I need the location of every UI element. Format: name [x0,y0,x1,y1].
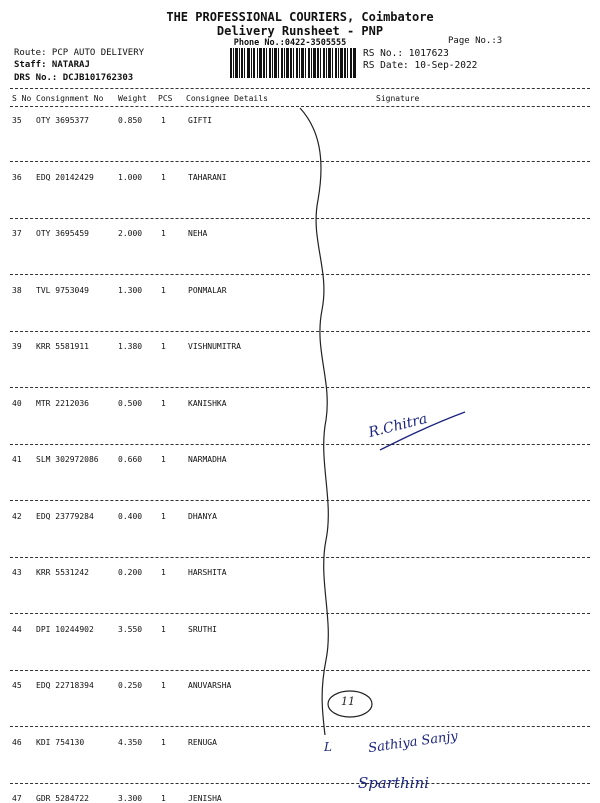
row-consignment-number: OTY 3695459 [36,229,89,238]
row-consignee: HARSHITA [188,568,227,577]
row-weight: 1.380 [118,342,143,351]
row-divider [10,387,590,388]
row-consignee: TAHARANI [188,173,227,182]
row-consignment-number: KRR 5531242 [36,568,89,577]
row-sno: 37 [12,229,22,238]
row-sno: 40 [12,399,22,408]
row-weight: 4.350 [118,738,143,747]
row-consignment-number: EDQ 22718394 [36,681,94,690]
route-label: Route: PCP AUTO DELIVERY [14,48,145,58]
col-consignment: Consignment No [36,94,104,103]
row-sno: 47 [12,794,22,803]
row-sno: 41 [12,455,22,464]
row-consignment-number: GDR 5284722 [36,794,89,803]
row-divider [10,161,590,162]
rs-date: RS Date: 10-Sep-2022 [363,60,478,71]
row-consignment-number: MTR 2212036 [36,399,89,408]
row-weight: 0.500 [118,399,143,408]
col-pcs: PCS [158,94,173,103]
row-pcs: 1 [161,116,166,125]
row-consignee: ANUVARSHA [188,681,232,690]
row-pcs: 1 [161,173,166,182]
row-weight: 0.250 [118,681,143,690]
row-weight: 0.200 [118,568,143,577]
row-consignee: JENISHA [188,794,222,803]
header-divider [10,88,590,89]
handwritten-note-b: Sathiya Sanjy [367,728,459,757]
row-consignment-number: EDQ 20142429 [36,173,94,182]
row-consignment-number: SLM 302972086 [36,455,99,464]
row-consignee: PONMALAR [188,286,227,295]
row-divider [10,613,590,614]
row-consignment-number: EDQ 23779284 [36,512,94,521]
row-sno: 45 [12,681,22,690]
row-pcs: 1 [161,399,166,408]
row-consignment-number: KRR 5581911 [36,342,89,351]
row-sno: 44 [12,625,22,634]
row-consignee: SRUTHI [188,625,217,634]
row-consignee: DHANYA [188,512,217,521]
company-name: THE PROFESSIONAL COURIERS, Coimbatore [166,10,434,24]
row-weight: 1.000 [118,173,143,182]
row-consignee: GIFTI [188,116,213,125]
row-pcs: 1 [161,568,166,577]
row-pcs: 1 [161,229,166,238]
row-sno: 39 [12,342,22,351]
row-consignment-number: TVL 9753049 [36,286,89,295]
row-pcs: 1 [161,625,166,634]
row-sno: 46 [12,738,22,747]
row-weight: 0.850 [118,116,143,125]
row-weight: 1.300 [118,286,143,295]
circled-count: 11 [341,695,355,708]
row-consignee: NEHA [188,229,208,238]
rs-number: RS No.: 1017623 [363,48,449,59]
row-divider [10,670,590,671]
staff-label: Staff: NATARAJ [14,60,90,70]
row-pcs: 1 [161,455,166,464]
row-pcs: 1 [161,512,166,521]
row-consignment-number: OTY 3695377 [36,116,89,125]
phone-number: Phone No.:0422-3505555 [233,38,347,48]
row-divider [10,274,590,275]
col-signature: Signature [376,94,420,103]
row-pcs: 1 [161,681,166,690]
row-divider [10,331,590,332]
row-consignment-number: KDI 754130 [36,738,85,747]
row-weight: 3.300 [118,794,143,803]
column-header-divider [10,106,590,107]
row-divider [10,444,590,445]
row-sno: 38 [12,286,22,295]
barcode [230,48,356,78]
row-weight: 0.400 [118,512,143,521]
row-sno: 43 [12,568,22,577]
row-divider [10,218,590,219]
row-weight: 0.660 [118,455,143,464]
row-weight: 2.000 [118,229,143,238]
row-consignee: KANISHKA [188,399,227,408]
row-sno: 42 [12,512,22,521]
row-consignment-number: DPI 10244902 [36,625,94,634]
row-divider [10,500,590,501]
row-pcs: 1 [161,342,166,351]
row-sno: 35 [12,116,22,125]
row-pcs: 1 [161,286,166,295]
row-pcs: 1 [161,794,166,803]
row-sno: 36 [12,173,22,182]
col-sno: S No [12,94,32,103]
row-consignee: NARMADHA [188,455,227,464]
document-title: Delivery Runsheet - PNP [216,24,384,38]
row-divider [10,557,590,558]
handwritten-signature: R.Chitra [366,410,429,442]
handwritten-note-a: L [324,740,332,754]
row-weight: 3.550 [118,625,143,634]
handwritten-note-c: Sparthini [358,774,429,792]
drs-number: DRS No.: DCJB101762303 [14,73,134,83]
row-divider [10,783,590,784]
row-consignee: VISHNUMITRA [188,342,241,351]
row-consignee: RENUGA [188,738,217,747]
row-divider [10,726,590,727]
row-pcs: 1 [161,738,166,747]
col-weight: Weight [118,94,147,103]
col-consignee: Consignee Details [186,94,268,103]
page-number: Page No.:3 [448,36,503,46]
